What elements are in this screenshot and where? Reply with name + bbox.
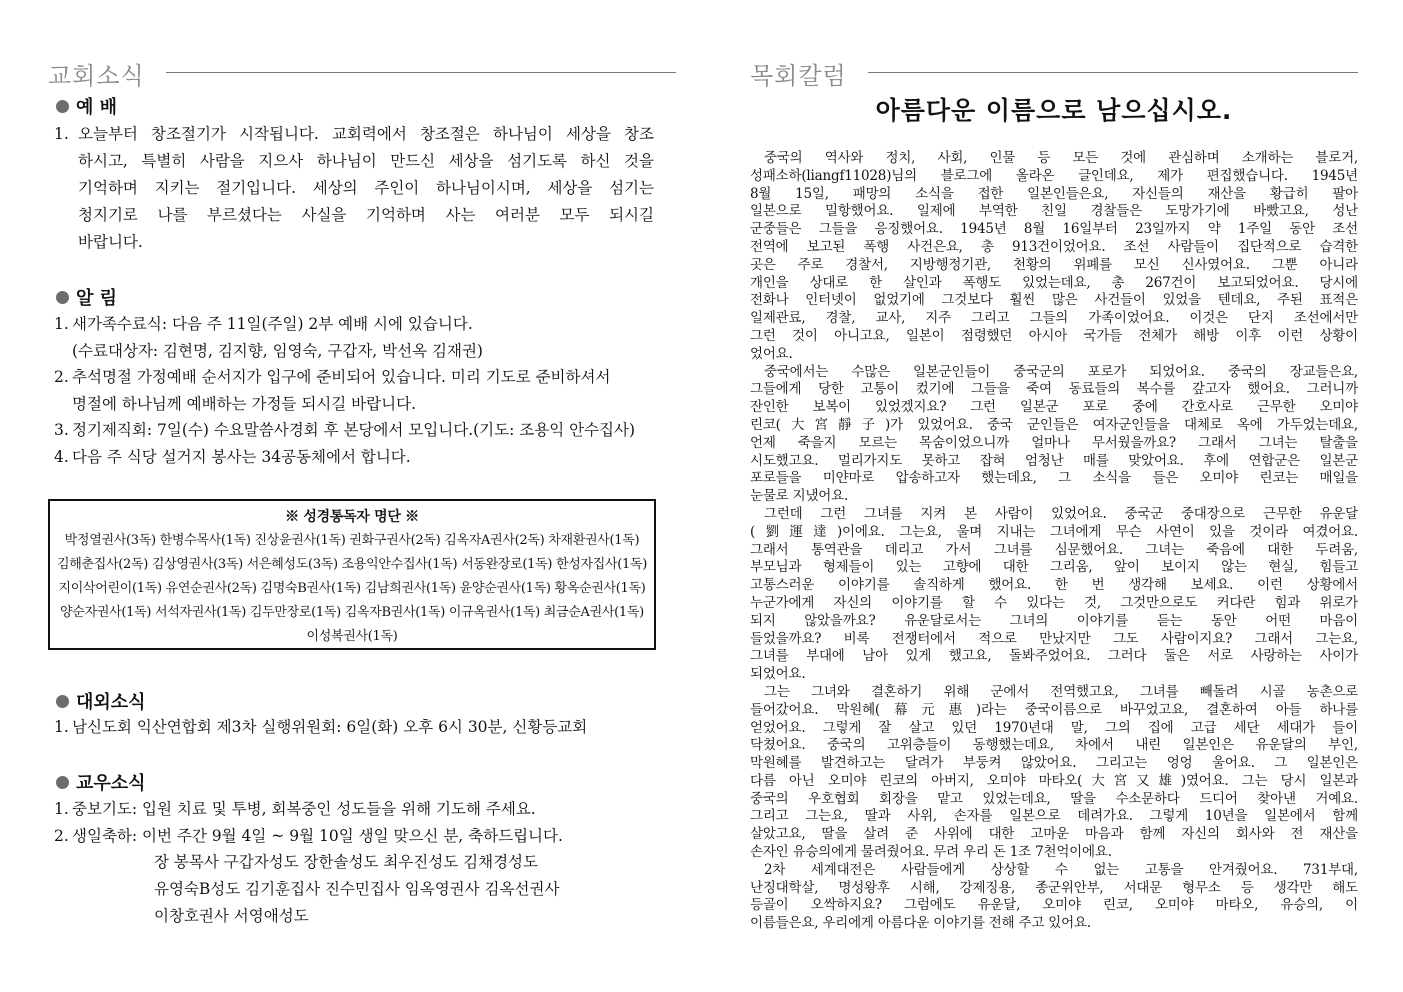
list-item xyxy=(48,391,658,418)
notice-heading xyxy=(56,284,117,310)
item-text: 새가족수료식: 다음 주 11일(주일) 2부 예배 시에 있습니다. xyxy=(72,315,473,333)
article-line: 그런 것이 아니고요, 일본이 점령했던 아시아 국가들 전체가 해방 이후 이런 상황이 xyxy=(750,327,1358,344)
article-line: 그들에게 당한 고통이 컸기에 그들을 죽여 동료들의 복수를 갚고자 했어요. 그러니까 xyxy=(750,381,1358,398)
article-line: 부모님과 형제들이 있는 고향에 대한 그리움, 앞이 보이지 않는 현실, 힘들고 xyxy=(750,559,1358,576)
article-line: 그리고 그는요, 딸과 사위, 손자를 일본으로 데려가요. 그렇게 10년을 일본에서 함께 xyxy=(750,808,1358,825)
article-line: 8월 15일, 패망의 소식을 접한 일본인들은요, 자신들의 재산을 황급히 팔아 xyxy=(750,185,1358,202)
church-news-rule xyxy=(166,72,676,73)
article-line: 잔인한 보복이 있었겠지요? 그런 일본군 포로 중에 간호사로 근무한 오미야 xyxy=(750,399,1358,416)
article-line: 다름 아닌 오미야 린코의 아버지, 오미야 마타오(大宮又雄)였어요. 그는 당시 일본과 xyxy=(750,772,1358,789)
bible-readers-line: 지이삭어린이(1독) 유연순권사(2독) 김명숙B권사(1독) 김남희권사(1독) 윤양순권사(1독) 황옥순권사(1독) xyxy=(58,581,646,596)
pastor-column-rule xyxy=(868,72,1358,73)
list-item xyxy=(48,823,658,850)
external-heading-label: 대외소식 xyxy=(76,692,146,713)
column-title: 아름다운 이름으로 남으십시오. xyxy=(875,96,1233,125)
article-line: 2차 세계대전은 사람들에게 상상할 수 없는 고통을 안겨줬어요. 731부대, xyxy=(764,861,1358,878)
birthday-names-line: 유영숙B성도 김기훈집사 진수민집사 임옥영권사 김옥선권사 xyxy=(154,880,560,898)
list-item xyxy=(48,714,658,741)
worship-lines xyxy=(78,121,654,256)
bible-readers-line: 김해춘집사(2독) 김상영권사(3독) 서은혜성도(3독) 조용익안수집사(1독) 서동완장로(1독) 한성자집사(1독) xyxy=(56,557,648,572)
worship-line: 하시고, 특별히 사람을 지으사 하나님이 만드신 세상을 섬기도록 하신 것을 xyxy=(78,152,654,170)
article-line: 린코(大宮靜子)가 있었어요. 중국 군인들은 여자군인들을 대체로 옥에 가두었는데요, xyxy=(750,416,1358,433)
bible-readers-line: 박정열권사(3독) 한병수목사(1독) 진상윤권사(1독) 권화구권사(2독) 김옥자A권사(2독) 차재환권사(1독) xyxy=(64,533,640,548)
column-article xyxy=(750,150,1358,933)
external-list xyxy=(48,714,658,741)
item-text: (수료대상자: 김현명, 김지향, 임영숙, 구갑자, 박선옥 김재권) xyxy=(72,341,483,360)
birthday-names xyxy=(154,849,654,930)
item-number: 2. xyxy=(54,826,69,845)
article-line: 누군가에게 자신의 이야기를 할 수 있다는 것, 그것만으로도 커다란 힘과 위로가 xyxy=(750,594,1358,611)
pastor-column-section-title: 목회칼럼 xyxy=(750,62,847,90)
article-line: 들었을까요? 비록 전쟁터에서 적으로 만났지만 그도 사람이지요? 그래서 그는요, xyxy=(750,630,1358,647)
worship-line: 바랍니다. xyxy=(78,233,143,251)
external-heading xyxy=(56,688,146,714)
article-line: 막원혜를 발견하고는 달려가 부둥켜 않았어요. 그리고는 엉엉 울어요. 그 일본인은 xyxy=(750,755,1358,772)
article-line: 군중들은 그들을 응징했어요. 1945년 8월 16일부터 23일까지 약 1주일 동안 조선 xyxy=(750,221,1358,238)
article-line: 전역에 보고된 폭행 사건은요, 총 913건이었어요. 조선 사람들이 집단적으로 습격한 xyxy=(750,238,1358,255)
list-item xyxy=(48,444,658,471)
article-line: 그는 그녀와 결혼하기 위해 군에서 전역했고요, 그녀를 빼돌려 시골 농촌으로 xyxy=(764,683,1358,700)
bullet-icon xyxy=(56,695,69,708)
worship-line: 기억하며 지키는 절기입니다. 세상의 주인이 하나님이시며, 세상을 섬기는 xyxy=(78,179,654,197)
birthday-names-line: 장 봉목사 구갑자성도 장한솔성도 최우진성도 김채경성도 xyxy=(154,853,538,871)
list-item xyxy=(48,311,658,338)
worship-paragraph xyxy=(54,121,654,256)
article-line: 그녀를 부대에 남아 있게 했고요, 돌봐주었어요. 그러다 둘은 서로 사랑하는 사이가 xyxy=(750,648,1358,665)
article-line: 닥쳤어요. 중국의 고위층들이 동행했는데요, 차에서 내린 일본인은 유운달의 부인, xyxy=(750,737,1358,754)
article-line: 일제관료, 경찰, 교사, 지주 그리고 그들의 가족이었어요. 이것은 단지 조선에서만 xyxy=(750,310,1358,327)
article-line: 되지 않았을까요? 유운달로서는 그녀의 이야기를 듣는 동안 어떤 마음이 xyxy=(750,612,1358,629)
article-line: 포로들을 미얀마로 압송하고자 했는데요, 그 소식을 들은 오미야 린코는 매일을 xyxy=(750,470,1358,487)
item-number: 1. xyxy=(54,315,69,333)
item-text: 명절에 하나님께 예배하는 가정들 되시길 바랍니다. xyxy=(72,394,416,413)
article-line: 성패소하(liangf11028)님의 블로그에 올라온 글인데요, 제가 편집했습니다. 1945년 xyxy=(750,167,1358,184)
item-number: 1. xyxy=(54,718,69,736)
item-text: 남신도회 익산연합회 제3차 실행위원회: 6일(화) 오후 6시 30분, 신황등교회 xyxy=(72,718,588,736)
article-line: 들어갔어요. 막원혜(幕元惠)라는 중국이름으로 바꾸었고요, 결혼하여 아들 하나를 xyxy=(750,701,1358,718)
members-heading-label: 교우소식 xyxy=(76,773,146,794)
article-line: 개인을 상대로 한 살인과 폭행도 있었는데요, 총 267건이 보고되었어요. 당시에 xyxy=(750,274,1358,291)
article-line: 중국의 역사와 정치, 사회, 인물 등 모든 것에 관심하며 소개하는 블로거, xyxy=(764,150,1358,166)
article-line: 되었어요. xyxy=(750,666,806,683)
item-text: 다음 주 식당 설거지 봉사는 34공동체에서 합니다. xyxy=(72,447,411,466)
church-news-title: 교회소식 xyxy=(48,62,145,90)
bible-readers-box xyxy=(48,499,656,650)
bullet-icon xyxy=(56,100,69,113)
bible-readers-line: 이성복권사(1독) xyxy=(306,629,398,644)
article-line: 눈물로 지냈어요. xyxy=(750,488,849,505)
article-line: 얻었어요. 그렇게 잘 살고 있던 1970년대 말, 그의 집에 고급 세단 세대가 들이 xyxy=(750,719,1358,736)
members-heading xyxy=(56,769,146,795)
article-line: 등골이 오싹하지요? 그럼에도 유운달, 오미야 린코, 오미야 마타오, 유승의, 이 xyxy=(750,897,1358,914)
worship-line: 청지기로 나를 부르셨다는 사실을 기억하며 사는 여러분 모두 되시길 xyxy=(78,206,654,224)
list-item xyxy=(48,364,658,391)
bullet-icon xyxy=(56,291,69,304)
item-text: 정기제직회: 7일(수) 수요말씀사경회 후 본당에서 모입니다.(기도: 조용익 안수집사) xyxy=(72,421,636,439)
article-line: 시도했고요. 멀리가지도 못하고 잡혀 엄청난 매를 맞았어요. 후에 연합군은 일본군 xyxy=(750,452,1358,469)
worship-heading-label: 예 배 xyxy=(76,97,118,118)
article-line: 전화나 인터넷이 없었기에 그것보다 훨씬 많은 사건들이 있었을 텐데요, 주된 표적은 xyxy=(750,292,1358,309)
article-line: 었어요. xyxy=(750,345,793,362)
worship-line: 오늘부터 창조절기가 시작됩니다. 교회력에서 창조절은 하나님이 세상을 창조 xyxy=(78,125,654,143)
article-line: 곳은 주로 경찰서, 지방행정기관, 천황의 위폐를 모신 신사였어요. 그뿐 아니라 xyxy=(750,256,1358,273)
article-line: 그런데 그런 그녀를 지켜 본 사람이 있었어요. 중국군 중대장으로 근무한 유운달 xyxy=(764,505,1358,522)
article-line: 고통스러운 이야기를 솔직하게 했어요. 한 번 생각해 보세요. 이런 상황에서 xyxy=(750,577,1358,594)
item-number: 4. xyxy=(54,447,69,466)
article-line: 언제 죽을지 모르는 목숨이었으니까 얼마나 무서웠을까요? 그래서 그녀는 탈출을 xyxy=(750,434,1358,451)
article-line: 난징대학살, 명성왕후 시해, 강제징용, 종군위안부, 서대문 형무소 등 생각만 해도 xyxy=(750,879,1358,896)
article-line: 중국에서는 수많은 일본군인들이 중국군의 포로가 되었어요. 중국의 장교들은요, xyxy=(764,363,1358,380)
bible-readers-list xyxy=(50,529,654,649)
notice-list xyxy=(48,311,658,470)
article-line: 손자인 유승의에게 물려줬어요. 무려 우리 돈 1조 7천억이에요. xyxy=(750,844,1112,861)
bullet-icon xyxy=(56,776,69,789)
item-text: 중보기도: 입원 치료 및 투병, 회복중인 성도들을 위해 기도해 주세요. xyxy=(72,800,536,818)
worship-heading xyxy=(56,93,117,119)
bible-readers-title: ※ 성경통독자 명단 ※ xyxy=(285,509,419,525)
list-item xyxy=(48,417,658,444)
article-line: 이름들은요, 우리에게 아름다운 이야기를 전해 주고 있어요. xyxy=(750,915,1091,932)
item-text: 추석명절 가정예배 순서지가 입구에 준비되어 있습니다. 미리 기도로 준비하셔서 xyxy=(72,368,611,386)
article-line: 중국의 우호협회 회장을 맡고 있었는데요, 딸을 수소문하다 드디어 찾아낸 거예요. xyxy=(750,790,1358,807)
item-number: 3. xyxy=(54,421,69,439)
item-number: 1. xyxy=(54,800,69,818)
members-list xyxy=(48,796,658,849)
worship-number: 1. xyxy=(54,125,69,143)
birthday-names-line: 이창호권사 서영애성도 xyxy=(154,907,309,925)
article-line: (劉運達)이에요. 그는요, 울며 지내는 그녀에게 무슨 사연이 있을 것이라 여겼어요. xyxy=(750,523,1358,540)
notice-heading-label: 알 림 xyxy=(76,288,118,309)
item-number: 2. xyxy=(54,368,69,386)
list-item xyxy=(48,796,658,823)
article-line: 살았고요, 딸을 살려 준 사위에 대한 고마운 마음과 함께 자신의 회사와 전 재산을 xyxy=(750,826,1358,843)
item-text: 생일축하: 이번 주간 9월 4일 ~ 9월 10일 생일 맞으신 분, 축하드립니다. xyxy=(72,826,563,845)
article-line: 일본으로 밀항했어요. 일제에 부역한 친일 경찰들은 도망가기에 바빴고요, 성난 xyxy=(750,203,1358,220)
bible-readers-line: 양순자권사(1독) 서석자권사(1독) 김두만장로(1독) 김옥자B권사(1독) 이규옥권사(1독) 최금순A권사(1독) xyxy=(60,605,644,620)
list-item xyxy=(48,338,658,365)
article-line: 그래서 통역관을 데리고 가서 그녀를 심문했어요. 그녀는 죽음에 대한 두려움, xyxy=(750,541,1358,558)
